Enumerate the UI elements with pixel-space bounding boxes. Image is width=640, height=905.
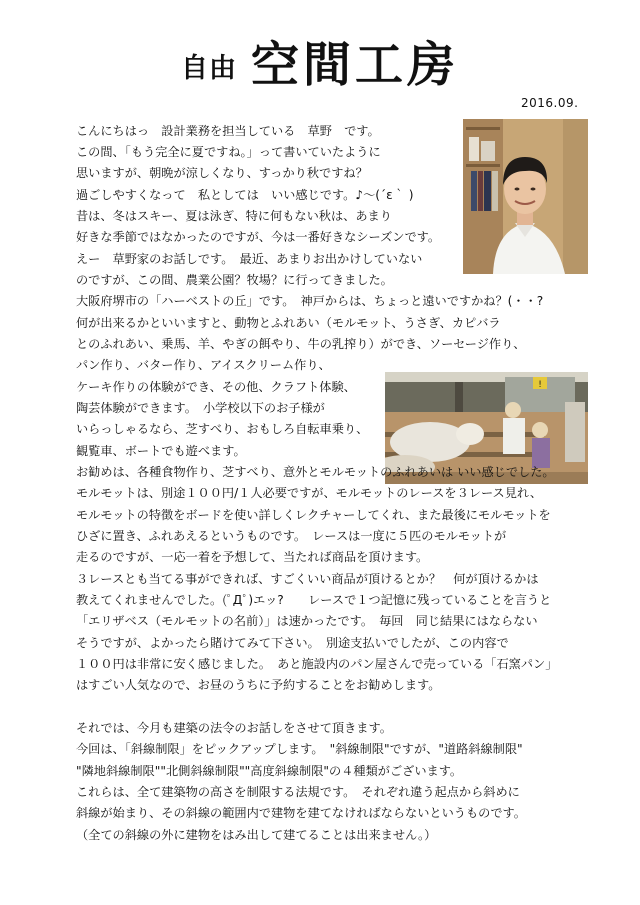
body-line: 陶芸体験ができます。 小学校以下のお子様が — [76, 401, 325, 415]
body-line: 観覧車、ボートでも遊べます。 — [76, 444, 246, 458]
portrait-photo — [463, 119, 588, 274]
body-line: 斜線が始まり、その斜線の範囲内で建物を建てなければならないというものです。 — [76, 806, 526, 820]
body-line: 昔は、冬はスキー、夏は泳ぎ、特に何もない秋は、あまり — [76, 209, 392, 223]
body-line: "隣地斜線制限""北側斜線制限""高度斜線制限"の４種類がございます。 — [76, 764, 463, 778]
body-line: 過ごしやすくなって 私としては いい感じです。♪～(´ε｀ ) — [76, 188, 414, 202]
body-line: お勧めは、各種食物作り、芝すべり、意外とモルモットのふれあいは いい感じでした。 — [76, 465, 555, 479]
body-line: 走るのですが、一応一着を予想して、当たれば商品を頂けます。 — [76, 550, 429, 564]
title-big: 空間工房 — [250, 37, 459, 93]
body-line: のですが、この間、農業公園？牧場？に行ってきました。 — [76, 273, 393, 287]
body-line: ケーキ作りの体験ができ、その他、クラフト体験、 — [76, 380, 356, 394]
body-line: 何が出来るかといいますと、動物とふれあい（モルモット、うさぎ、カピバラ — [76, 316, 501, 330]
body-line: モルモットの特徴をボードを使い詳しくレクチャーしてくれ、また最後にモルモットを — [76, 508, 551, 522]
body-line: それでは、今月も建築の法令のお話しをさせて頂きます。 — [76, 721, 392, 735]
page-title — [0, 26, 640, 95]
body-line: はすごい人気なので、お昼のうちに予約することをお勧めします。 — [76, 678, 441, 692]
body-line: 今回は、「斜線制限」をピックアップします。 "斜線制限"ですが、"道路斜線制限" — [76, 742, 523, 756]
body-line: 好きな季節ではなかったのですが、今は一番好きなシーズンです。 — [76, 230, 441, 244]
body-line: ３レースとも当てる事ができれば、すごくいい商品が頂けるとか？ 何が頂けるかは — [76, 572, 539, 586]
body-line: （全ての斜線の外に建物をはみ出して建てることは出来ません。） — [76, 828, 437, 842]
body-line: １００円は非常に安く感じました。 あと施設内のパン屋さんで売っている「石窯パン」 — [76, 657, 558, 671]
body-line: パン作り、バター作り、アイスクリーム作り、 — [76, 358, 331, 372]
body-line: この間、「もう完全に夏ですね。」って書いていたように — [76, 145, 381, 159]
body-line: とのふれあい、乗馬、羊、やぎの餌やり、牛の乳搾り）ができ、ソーセージ作り、 — [76, 337, 526, 351]
body-line: 思いますが、朝晩が涼しくなり、すっかり秋ですね？ — [76, 166, 368, 180]
body-line: これらは、全て建築物の高さを制限する法規です。 それぞれ違う起点から斜めに — [76, 785, 520, 799]
farm-sign-text: ! — [538, 380, 542, 390]
body-line: 教えてくれませんでした。(ﾟДﾟ)エッ? レースで１つ記憶に残っていることを言うと — [76, 593, 552, 607]
body-line: そうですが、よかったら賭けてみて下さい。 別途支払いでしたが、この内容で — [76, 636, 509, 650]
date-label: 2016.09. — [521, 96, 579, 110]
body-line: こんにちはっ 設計業務を担当している 草野 です。 — [76, 124, 380, 138]
body-line: いらっしゃるなら、芝すべり、おもしろ自転車乗り、 — [76, 422, 369, 436]
body-line: えー 草野家のお話しです。 最近、あまりお出かけしていない — [76, 252, 423, 266]
body-line: ひざに置き、ふれあえるというものです。 レースは一度に５匹のモルモットが — [76, 529, 507, 543]
title-small: 自由 — [180, 53, 237, 84]
body-line: 「エリザベス（モルモットの名前）」は速かったです。 毎回 同じ結果にはならない — [76, 614, 538, 628]
body-line: 大阪府堺市の「ハーベストの丘」です。 神戸からは、ちょっと遠いですかね？(・・? — [76, 294, 544, 308]
body-line: モルモットは、別途１００円/１人必要ですが、モルモットのレースを３レース見れ、 — [76, 486, 543, 500]
